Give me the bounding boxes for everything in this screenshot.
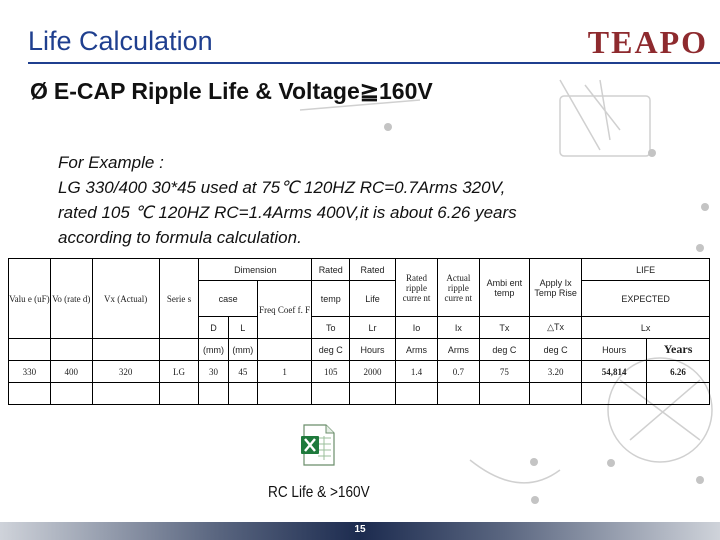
cell-dtx: 3.20: [529, 361, 581, 383]
empty-cell: [582, 383, 647, 405]
unit-hours-life: Hours: [350, 339, 396, 361]
table-unit-row: [9, 339, 710, 361]
empty-cell: [312, 383, 350, 405]
empty-cell: [199, 383, 228, 405]
header-freq-coeff: Freq Coef f. F: [257, 281, 311, 339]
symbol-ix: Ix: [437, 317, 479, 339]
unit-degc-temp: deg C: [312, 339, 350, 361]
cell-value: 330: [9, 361, 51, 383]
header-actual-ripple: Actual ripple curre nt: [437, 259, 479, 317]
example-line: LG 330/400 30*45 used at 75℃ 120HZ RC=0.7Arms 320V,: [58, 178, 506, 197]
symbol-io: Io: [396, 317, 438, 339]
example-line: according to formula calculation.: [58, 228, 302, 247]
unit-empty: [159, 339, 199, 361]
table-header-row: [9, 259, 710, 281]
header-ambient-temp: Ambi ent temp: [479, 259, 529, 317]
empty-cell: [647, 383, 710, 405]
cell-temp: 105: [312, 361, 350, 383]
unit-hours-lx: Hours: [582, 339, 647, 361]
excel-file-caption[interactable]: RC Life & >160V: [268, 484, 370, 501]
symbol-d: D: [199, 317, 228, 339]
empty-cell: [437, 383, 479, 405]
cell-io: 1.4: [396, 361, 438, 383]
unit-empty: [50, 339, 92, 361]
cell-freq: 1: [257, 361, 311, 383]
symbol-tx: Tx: [479, 317, 529, 339]
title-divider: [28, 62, 720, 64]
header-expected: EXPECTED: [582, 281, 710, 317]
example-line: For Example :: [58, 153, 164, 172]
table-row-empty: [9, 383, 710, 405]
unit-mm-d: (mm): [199, 339, 228, 361]
symbol-lr: Lr: [350, 317, 396, 339]
cell-life: 2000: [350, 361, 396, 383]
empty-cell: [228, 383, 257, 405]
heading-text: E-CAP Ripple Life & Voltage≧160V: [53, 78, 433, 104]
empty-cell: [159, 383, 199, 405]
arrow-bullet-icon: Ø: [30, 78, 48, 104]
symbol-delta-tx: △Tx: [529, 317, 581, 339]
unit-degc-tx: deg C: [479, 339, 529, 361]
example-line: rated 105 ℃ 120HZ RC=1.4Arms 400V,it is about 6.26 years: [58, 203, 517, 222]
header-dimension: Dimension: [199, 259, 312, 281]
header-rated-temp: Rated: [312, 259, 350, 281]
unit-empty: [92, 339, 159, 361]
unit-arms-io: Arms: [396, 339, 438, 361]
header-vx: Vx (Actual): [92, 259, 159, 339]
empty-cell: [9, 383, 51, 405]
header-life-hours: Life: [350, 281, 396, 317]
header-life: LIFE: [582, 259, 710, 281]
unit-years: Years: [647, 339, 710, 361]
excel-file-icon[interactable]: [300, 424, 336, 466]
header-case: case: [199, 281, 258, 317]
symbol-l: L: [228, 317, 257, 339]
header-rated-life: Rated: [350, 259, 396, 281]
empty-cell: [529, 383, 581, 405]
section-heading: [30, 78, 433, 105]
empty-cell: [257, 383, 311, 405]
slide-title: Life Calculation: [28, 26, 213, 56]
empty-cell: [479, 383, 529, 405]
header-value: Valu e (uF): [9, 259, 51, 339]
header-apply-temp-rise: Apply Ix Temp Rise: [529, 259, 581, 317]
header-rated-ripple: Rated ripple curre nt: [396, 259, 438, 317]
empty-cell: [92, 383, 159, 405]
table-row: [9, 361, 710, 383]
page-number: 15: [354, 524, 366, 535]
header-vo: Vo (rate d): [50, 259, 92, 339]
header-series: Serie s: [159, 259, 199, 339]
unit-arms-ix: Arms: [437, 339, 479, 361]
example-text: [58, 150, 517, 250]
cell-ix: 0.7: [437, 361, 479, 383]
symbol-to: To: [312, 317, 350, 339]
empty-cell: [350, 383, 396, 405]
cell-d: 30: [199, 361, 228, 383]
empty-cell: [396, 383, 438, 405]
cell-tx: 75: [479, 361, 529, 383]
teapo-logo: TEAPO: [587, 24, 708, 60]
cell-l: 45: [228, 361, 257, 383]
life-calculation-table: [8, 258, 710, 405]
cell-series: LG: [159, 361, 199, 383]
cell-vo: 400: [50, 361, 92, 383]
unit-mm-l: (mm): [228, 339, 257, 361]
unit-degc-dtx: deg C: [529, 339, 581, 361]
cell-vx: 320: [92, 361, 159, 383]
cell-years: 6.26: [647, 361, 710, 383]
cell-hours: 54,814: [582, 361, 647, 383]
unit-empty: [9, 339, 51, 361]
header-temp: temp: [312, 281, 350, 317]
empty-cell: [50, 383, 92, 405]
unit-empty: [257, 339, 311, 361]
symbol-lx: Lx: [582, 317, 710, 339]
